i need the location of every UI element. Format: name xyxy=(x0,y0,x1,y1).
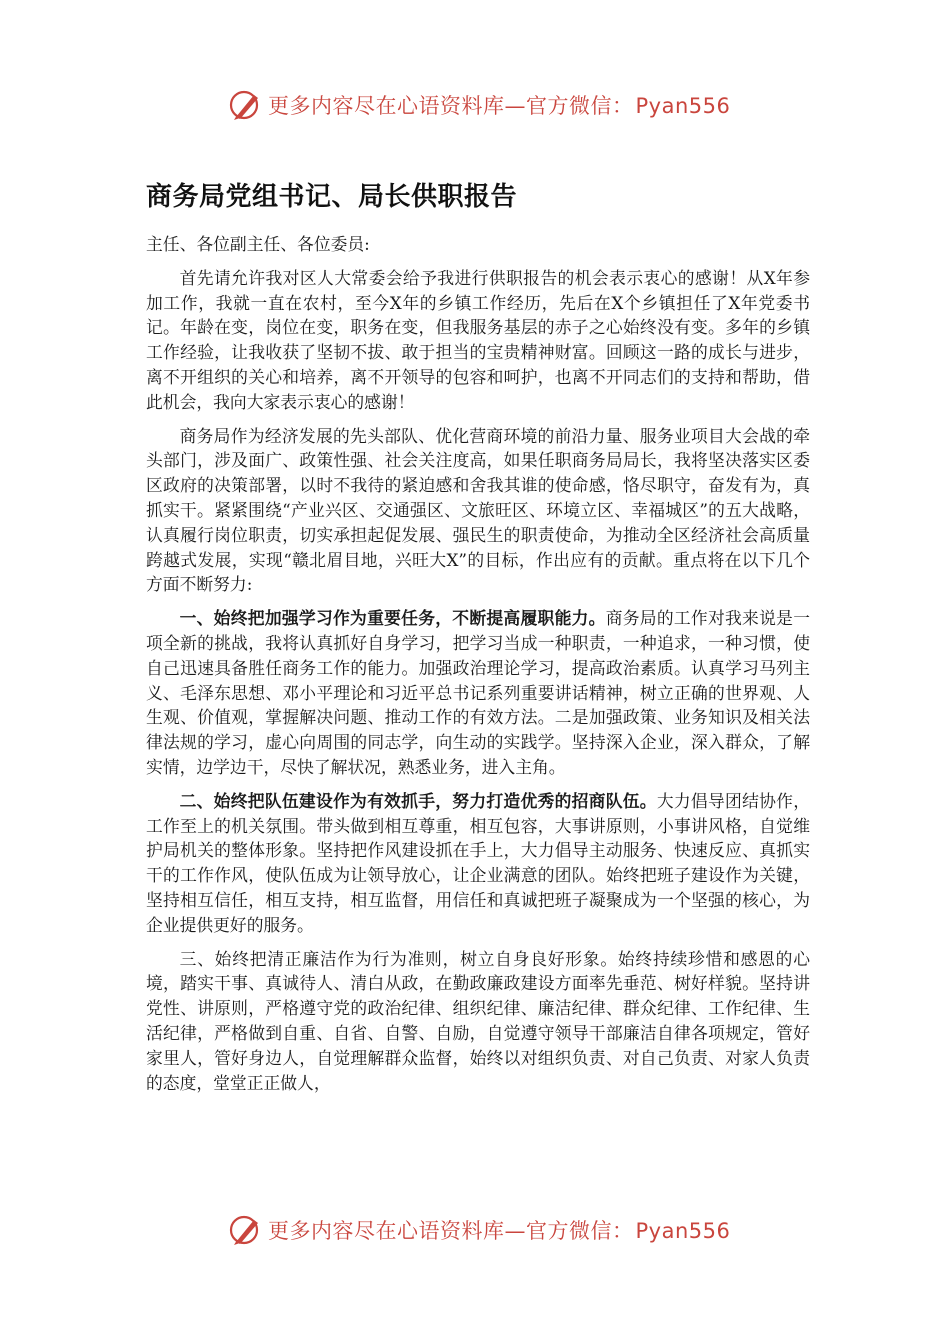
watermark-handle: Pyan556 xyxy=(635,1219,731,1243)
paragraph-1: 首先请允许我对区人大常委会给予我进行供职报告的机会表示衷心的感谢！从X年参加工作，我就一直在农村，至今X年的乡镇工作经历，先后在X个乡镇担任了X年党委书记。年龄在变，岗位在变，职务在变，但我服务基层的赤子之心始终没有变。多年的乡镇工作经验，让我收获了坚韧不拔、敢于担当的宝贵精神财富。回顾这一路的成长与进步，离不开组织的关心和培养，离不开领导的包容和呵护，也离不开同志们的支持和帮助，借此机会，我向大家表示衷心的感谢！ xyxy=(146,267,810,412)
pen-logo-icon xyxy=(228,1212,264,1248)
paragraph-4-text: 大力倡导团结协作，工作至上的机关氛围。带头做到相互尊重，相互包容，大事讲原则，小事讲风格，自觉维护局机关的整体形象。坚持把作风建设抓在手上，大力倡导主动服务、快速反应、真抓实干的工作作风，使队伍成为让领导放心，让企业满意的团队。始终把班子建设作为关键，坚持相互信任，相互支持，相互监督，用信任和真诚把班子凝聚成为一个坚强的核心，为企业提供更好的服务。 xyxy=(146,790,810,935)
paragraph-3-heading: 一、始终把加强学习作为重要任务，不断提高履职能力。 xyxy=(179,608,606,629)
watermark-banner-top xyxy=(228,85,730,125)
paragraph-2: 商务局作为经济发展的先头部队、优化营商环境的前沿力量、服务业项目大会战的牵头部门，涉及面广、政策性强、社会关注度高，如果任职商务局局长，我将坚决落实区委区政府的决策部署，以时不我待的紧迫感和舍我其谁的使命感，恪尽职守，奋发有为，真抓实干。紧紧围绕“产业兴区、交通强区、文旅旺区、环境立区、幸福城区”的五大战略，认真履行岗位职责，切实承担起促发展、强民生的职责使命，为推动全区经济社会高质量跨越式发展，实现“赣北眉目地，兴旺大X”的目标，作出应有的贡献。重点将在以下几个方面不断努力: xyxy=(146,425,810,595)
paragraph-3-text: 商务局的工作对我来说是一项全新的挑战，我将认真抓好自身学习，把学习当成一种职责，一种追求，一种习惯，使自己迅速具备胜任商务工作的能力。加强政治理论学习，提高政治素质。认真学习马列主义、毛泽东思想、邓小平理论和习近平总书记系列重要讲话精神，树立正确的世界观、人生观、价值观，掌握解决问题、推动工作的有效方法。二是加强政策、业务知识及相关法律法规的学习，虚心向周围的同志学，向生动的实践学。坚持深入企业，深入群众，了解实情，边学边干，尽快了解状况，熟悉业务，进入主角。 xyxy=(146,608,810,777)
paragraph-4-heading: 二、始终把队伍建设作为有效抓手，努力打造优秀的招商队伍。 xyxy=(179,790,657,811)
paragraph-4 xyxy=(146,789,810,938)
document-title: 商务局党组书记、局长供职报告 xyxy=(146,182,518,212)
watermark-banner-bottom xyxy=(228,1210,730,1250)
paragraph-5: 三、始终把清正廉洁作为行为准则，树立自身良好形象。始终持续珍惜和感恩的心境，踏实干事、真诚待人、清白从政，在勤政廉政建设方面率先垂范、树好样貌。坚持讲党性、讲原则，严格遵守党的政治纪律、组织纪律、廉洁纪律、群众纪律、工作纪律、生活纪律，严格做到自重、自省、自警、自励，自觉遵守领导干部廉洁自律各项规定，管好家里人，管好身边人，自觉理解群众监督，始终以对组织负责、对自己负责、对家人负责的态度，堂堂正正做人， xyxy=(146,948,810,1093)
watermark-text: 更多内容尽在心语资料库—官方微信：Pyan556 xyxy=(268,1219,731,1243)
watermark-handle: Pyan556 xyxy=(635,94,731,118)
document-body xyxy=(146,232,810,1104)
watermark-text: 更多内容尽在心语资料库—官方微信：Pyan556 xyxy=(268,94,731,118)
paragraph-3 xyxy=(146,606,810,780)
salutation: 主任、各位副主任、各位委员: xyxy=(146,234,370,254)
pen-logo-icon xyxy=(228,87,264,123)
